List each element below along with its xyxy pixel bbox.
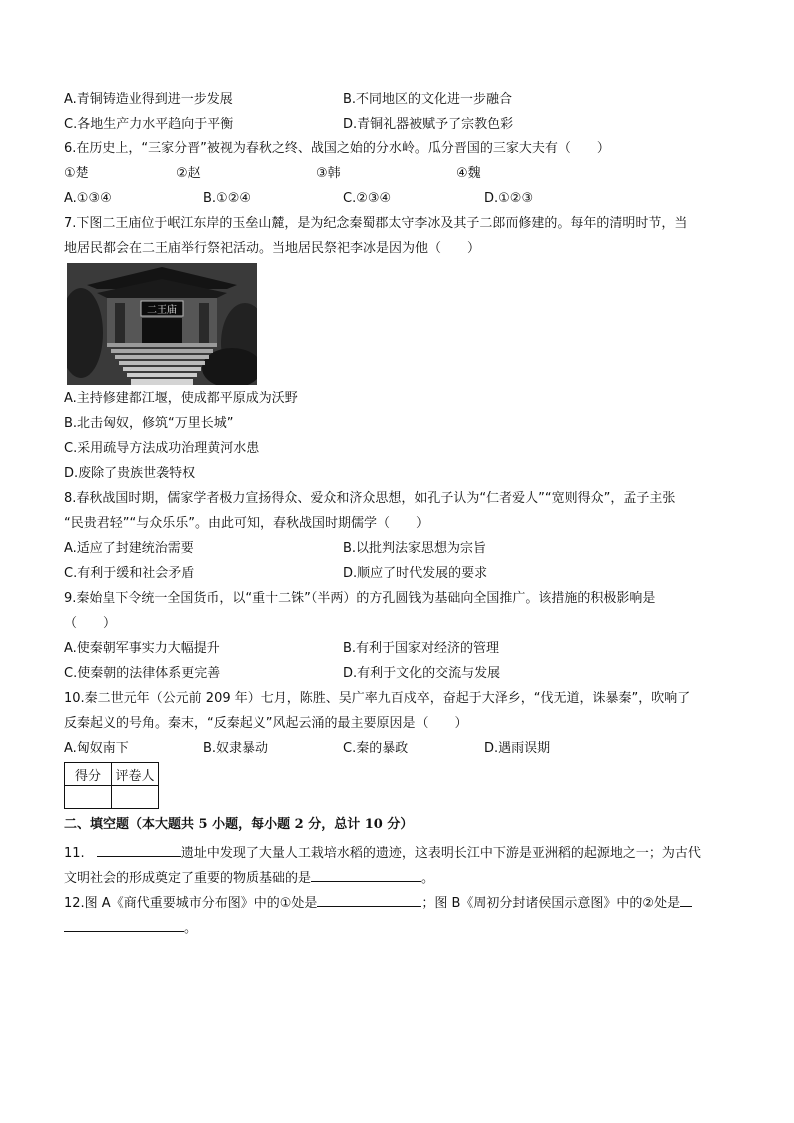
- q11-text-1: 遗址中发现了大量人工栽培水稻的遗迹，这表明长江中下游是亚洲稻的起源地之一；为古代: [180, 846, 701, 861]
- q5-option-c: C.各地生产力水平趋向于平衡: [64, 117, 234, 132]
- q11-blank-1[interactable]: [97, 843, 181, 857]
- q8-option-a: A.适应了封建统治需要: [64, 541, 194, 556]
- q7-stem-line1: 7.下图二王庙位于岷江东岸的玉垒山麓，是为纪念秦蜀郡太守李冰及其子二郎而修建的。每年的清明时节，当: [64, 216, 688, 231]
- q5-option-b: B.不同地区的文化进一步融合: [343, 92, 513, 107]
- q6-item-2: ②赵: [176, 166, 201, 181]
- q6-item-1: ①楚: [64, 166, 89, 181]
- q10-stem-line2: 反秦起义的号角。秦末，“反秦起义”风起云涌的最主要原因是（ ）: [64, 716, 468, 731]
- q9-option-b: B.有利于国家对经济的管理: [343, 641, 500, 656]
- q6-option-a: A.①③④: [64, 191, 112, 206]
- q6-item-3: ③韩: [316, 166, 341, 181]
- q11-line2: [64, 868, 434, 888]
- q8-stem-line2: “民贵君轻”“与众乐乐”。由此可知，春秋战国时期儒学（ ）: [64, 516, 429, 531]
- q12-line1: [64, 893, 692, 913]
- q7-option-b: B.北击匈奴，修筑“万里长城”: [64, 416, 234, 431]
- q12-blank-1[interactable]: [317, 893, 421, 907]
- q6-option-c: C.②③④: [343, 191, 392, 206]
- q7-option-a: A.主持修建都江堰，使成都平原成为沃野: [64, 391, 298, 406]
- q9-option-c: C.使秦朝的法律体系更完善: [64, 666, 221, 681]
- q11-end: 。: [421, 871, 435, 886]
- q9-option-a: A.使秦朝军事实力大幅提升: [64, 641, 220, 656]
- q12-line2: [64, 918, 197, 938]
- q7-option-c: C.采用疏导方法成功治理黄河水患: [64, 441, 260, 456]
- q7-option-d: D.废除了贵族世袭特权: [64, 466, 196, 481]
- score-table: [64, 762, 159, 809]
- q10-option-a: A.匈奴南下: [64, 741, 129, 756]
- q6-option-d: D.①②③: [484, 191, 534, 206]
- temple-photo: [67, 263, 257, 385]
- q6-option-b: B.①②④: [203, 191, 252, 206]
- q11-line1: [64, 843, 701, 863]
- q12-text-2: ；图 B《周初分封诸侯国示意图》中的②处是: [421, 896, 681, 911]
- q8-option-d: D.顺应了时代发展的要求: [343, 566, 488, 581]
- q8-stem-line1: 8.春秋战国时期，儒家学者极力宣扬得众、爱众和济众思想，如孔子认为“仁者爱人”“宽则得众”，孟子主张: [64, 491, 676, 506]
- score-cell[interactable]: [65, 786, 112, 809]
- temple-sign-text: 二王庙: [147, 305, 177, 316]
- section-2-title: 二、填空题（本大题共 5 小题，每小题 2 分，总计 10 分）: [64, 817, 414, 832]
- q11-blank-2[interactable]: [311, 868, 421, 882]
- q9-stem-line2: （ ）: [64, 616, 117, 631]
- grader-header: 评卷人: [112, 763, 159, 786]
- q11-text-2: 文明社会的形成奠定了重要的物质基础的是: [64, 871, 312, 886]
- q8-option-c: C.有利于缓和社会矛盾: [64, 566, 195, 581]
- q12-text-1: 12.图 A《商代重要城市分布图》中的①处是: [64, 896, 318, 911]
- q10-option-c: C.秦的暴政: [343, 741, 409, 756]
- q10-stem-line1: 10.秦二世元年（公元前 209 年）七月，陈胜、吴广率九百戍卒，奋起于大泽乡，“伐无道，诛暴秦”，吹响了: [64, 691, 691, 706]
- q12-end: 。: [184, 921, 198, 936]
- q6-stem: 6.在历史上，“三家分晋”被视为春秋之终、战国之始的分水岭。瓜分晋国的三家大夫有（ ）: [64, 141, 610, 156]
- q5-option-a: A.青铜铸造业得到进一步发展: [64, 92, 233, 107]
- q12-blank-2-cont[interactable]: [64, 918, 184, 932]
- q12-blank-2-start[interactable]: [680, 893, 692, 907]
- q11-number: 11.: [64, 846, 85, 861]
- q8-option-b: B.以批判法家思想为宗旨: [343, 541, 487, 556]
- grader-cell[interactable]: [112, 786, 159, 809]
- q10-option-d: D.遇雨误期: [484, 741, 551, 756]
- q10-option-b: B.奴隶暴动: [203, 741, 269, 756]
- q5-option-d: D.青铜礼器被赋予了宗教色彩: [343, 117, 514, 132]
- score-header: 得分: [65, 763, 112, 786]
- q9-option-d: D.有利于文化的交流与发展: [343, 666, 501, 681]
- q9-stem-line1: 9.秦始皇下令统一全国货币，以“重十二铢”（半两）的方孔圆钱为基础向全国推广。该措施的积极影响是: [64, 591, 656, 606]
- q6-item-4: ④魏: [456, 166, 481, 181]
- q7-stem-line2: 地居民都会在二王庙举行祭祀活动。当地居民祭祀李冰是因为他（ ）: [64, 241, 481, 256]
